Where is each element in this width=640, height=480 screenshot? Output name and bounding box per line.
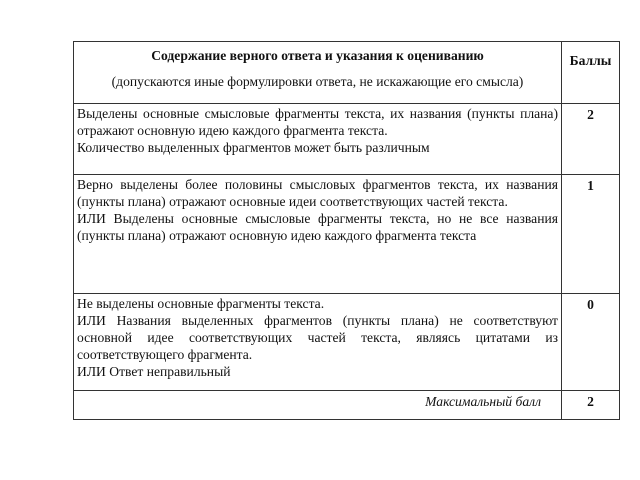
content-header-title: Содержание верного ответа и указания к оцениванию [151,48,484,63]
criteria-cell [74,294,562,391]
max-score-value: 2 [562,391,620,420]
score-value: 1 [562,175,620,294]
criteria-cell [74,104,562,175]
grading-table [73,41,620,420]
table-header-row [74,42,620,104]
criteria-text: Не выделены основные фрагменты текста. [77,296,325,311]
content-header-note: (допускаются иные формулировки ответа, не искажающие его смысла) [111,74,524,89]
table-row [74,294,620,391]
criteria-cell [74,175,562,294]
criteria-text: ИЛИ Названия выделенных фрагментов (пункты плана) не соответствуют основной идее соответствующих частей текста, являясь цитатами из соответствующего фрагмента. [77,313,558,362]
criteria-text: Количество выделенных фрагментов может быть различным [77,140,430,155]
max-score-label: Максимальный балл [74,391,562,420]
max-score-row [74,391,620,420]
criteria-text: Выделены основные смысловые фрагменты текста, их названия (пункты плана) отражают основную идею каждого фрагмента текста. [77,106,558,138]
criteria-text: Верно выделены более половины смысловых фрагментов текста, их названия (пункты плана) отражают основные идеи соответствующих частей текста. [77,177,558,209]
score-header: Баллы [562,42,620,104]
score-value: 0 [562,294,620,391]
criteria-text: ИЛИ Ответ неправильный [77,364,231,379]
criteria-text: ИЛИ Выделены основные смысловые фрагменты текста, но не все названия (пункты плана) отражают основную идею каждого фрагмента текста [77,211,558,243]
table-row [74,175,620,294]
content-header-cell [74,42,562,104]
table-row [74,104,620,175]
score-value: 2 [562,104,620,175]
